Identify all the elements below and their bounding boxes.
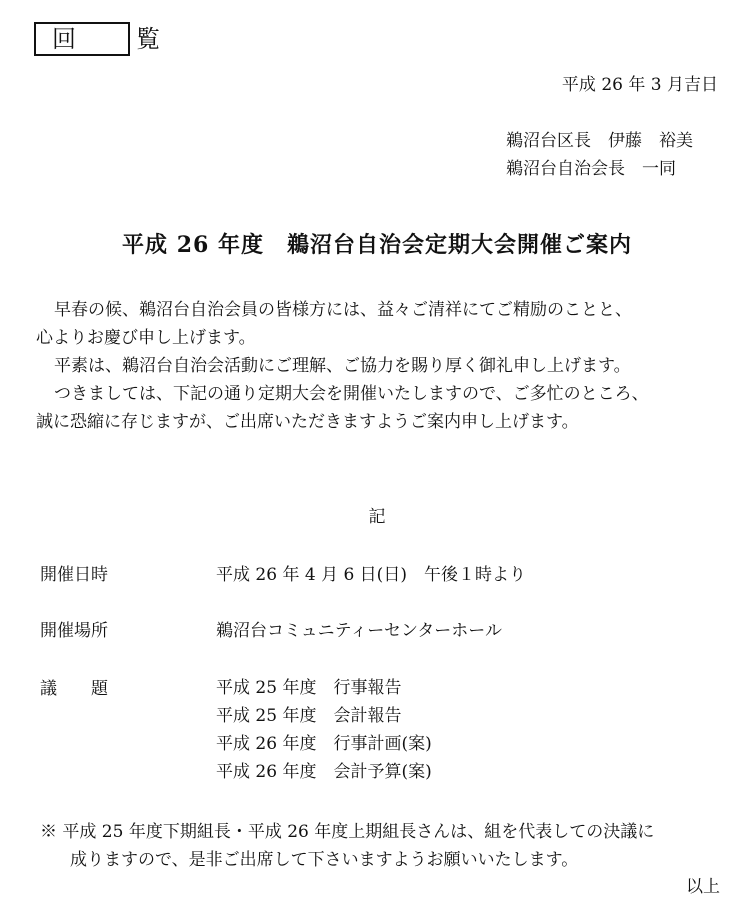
agenda-label: 議 題 [40, 679, 108, 699]
date-value: 平成 26 年 4 月 6 日(日) 午後１時より [216, 565, 526, 585]
agenda-item: 平成 26 年度 会計予算(案) [216, 762, 432, 782]
document-date: 平成 26 年 3 月吉日 [561, 75, 718, 95]
body-line-3: 平素は、鵜沼台自治会活動にご理解、ご協力を賜り厚く御礼申し上げます。 [54, 356, 631, 376]
body-line-2: 心よりお慶び申し上げます。 [36, 328, 256, 348]
body-line-4: つきましては、下記の通り定期大会を開催いたしますので、ご多忙のところ、 [54, 384, 649, 404]
ki-marker: 記 [368, 507, 386, 527]
closing-mark: 以上 [686, 877, 720, 897]
place-value: 鵜沼台コミュニティーセンターホール [216, 621, 502, 641]
sender-district-head: 鵜沼台区長 伊藤 裕美 [506, 131, 693, 151]
agenda-item: 平成 25 年度 会計報告 [216, 706, 402, 726]
body-line-5: 誠に恐縮に存じますが、ご出席いただきますようご案内申し上げます。 [36, 412, 579, 432]
note-line-1: ※ 平成 25 年度下期組長・平成 26 年度上期組長さんは、組を代表しての決議に [40, 822, 655, 842]
body-line-1: 早春の候、鵜沼台自治会員の皆様方には、益々ご清祥にてご精励のことと、 [54, 300, 632, 320]
document-title: 平成 26 年度 鵜沼台自治会定期大会開催ご案内 [122, 232, 632, 258]
agenda-item: 平成 26 年度 行事計画(案) [216, 734, 432, 754]
circulation-stamp: 回 覧 [34, 22, 130, 56]
date-label: 開催日時 [40, 565, 108, 585]
agenda-item: 平成 25 年度 行事報告 [216, 678, 402, 698]
note-line-2: 成りますので、是非ご出席して下さいますようお願いいたします。 [70, 850, 579, 870]
place-label: 開催場所 [40, 621, 108, 641]
sender-association: 鵜沼台自治会長 一同 [506, 159, 676, 179]
